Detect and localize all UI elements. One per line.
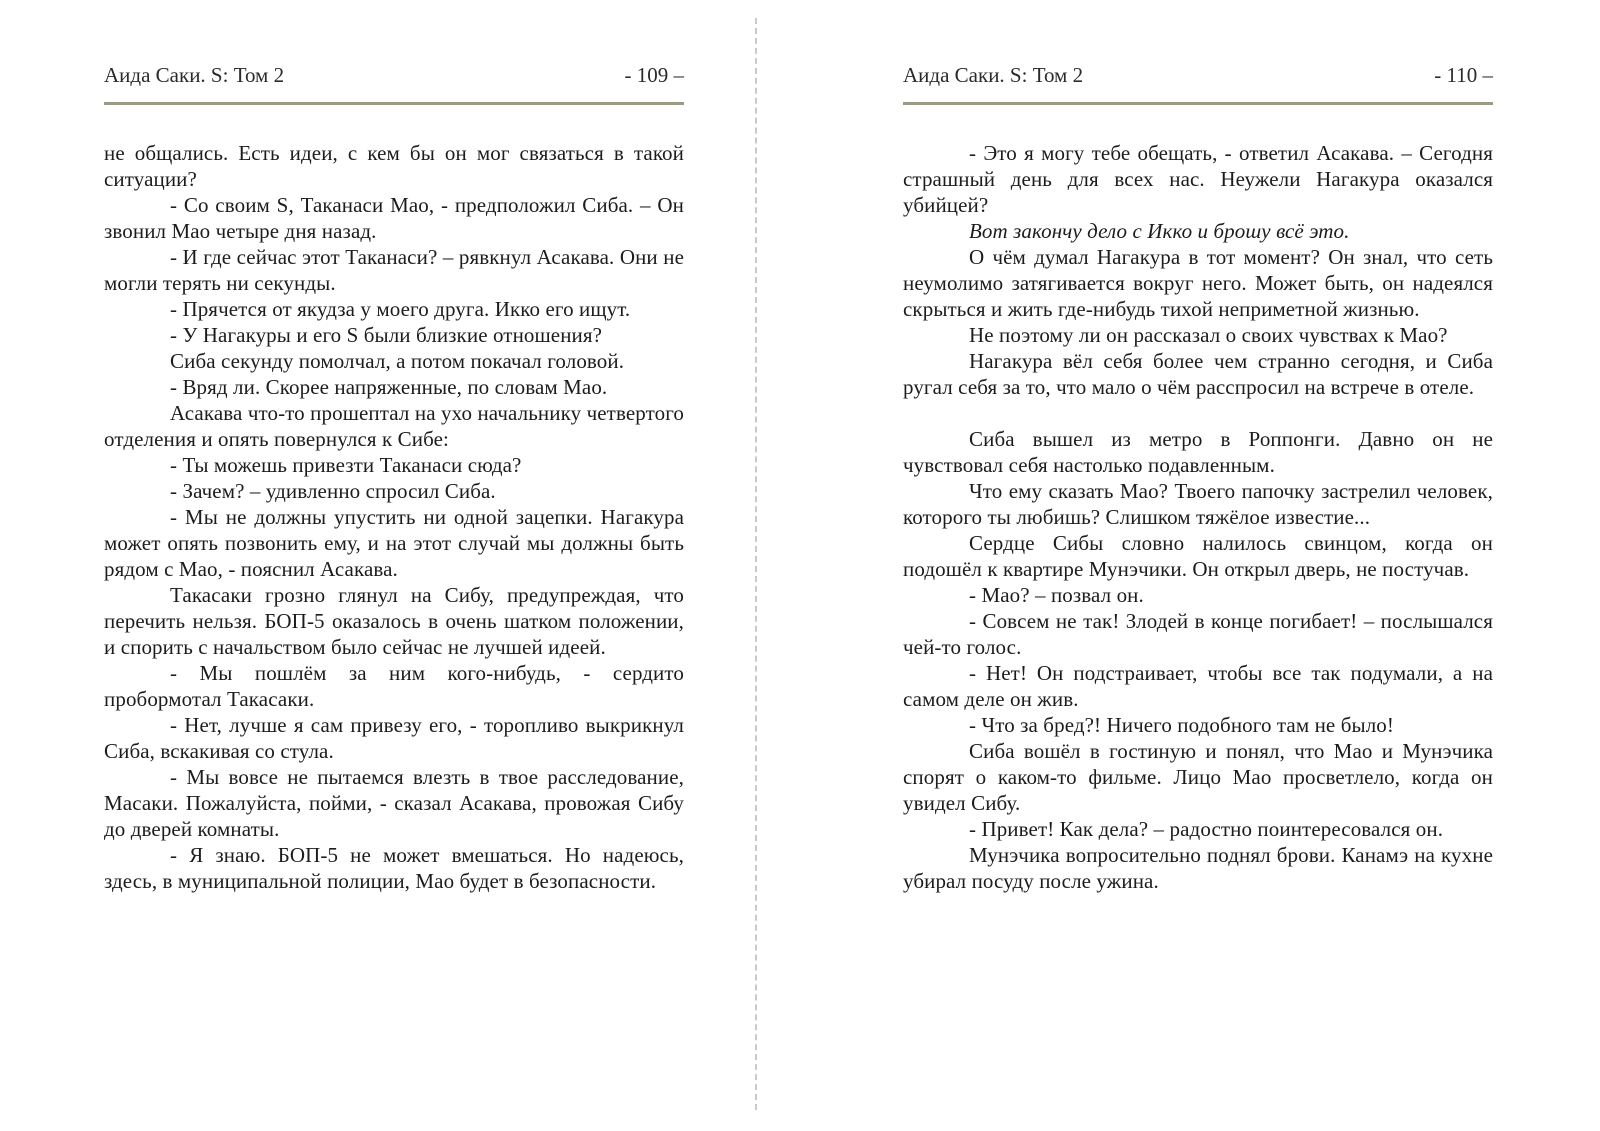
page-header xyxy=(104,62,684,88)
page-fold-divider xyxy=(755,18,757,1110)
paragraph: Такасаки грозно глянул на Сибу, предупреждая, что перечить нельзя. БОП-5 оказалось в очень шатком положении, и спорить с начальством было сейчас не лучшей идеей. xyxy=(104,583,684,659)
page-number: - 109 – xyxy=(624,63,684,87)
paragraph: Сиба вышел из метро в Роппонги. Давно он не чувствовал себя настолько подавленным. xyxy=(903,427,1493,477)
page-body xyxy=(104,140,684,894)
paragraph: - Мы не должны упустить ни одной зацепки. Нагакура может опять позвонить ему, и на этот случай мы должны быть рядом с Мао, - пояснил Асакава. xyxy=(104,505,684,581)
paragraph: - Это я могу тебе обещать, - ответил Асакава. – Сегодня страшный день для всех нас. Неужели Нагакура оказался убийцей? xyxy=(903,141,1493,217)
paragraph: - Со своим S, Таканаси Мао, - предположил Сиба. – Он звонил Мао четыре дня назад. xyxy=(104,193,684,243)
paragraph: - Совсем не так! Злодей в конце погибает! – послышался чей-то голос. xyxy=(903,609,1493,659)
running-title: Аида Саки. S: Том 2 xyxy=(104,63,285,87)
paragraph: Вот закончу дело с Икко и брошу всё это. xyxy=(969,219,1350,243)
paragraph: - Прячется от якудза у моего друга. Икко его ищут. xyxy=(170,297,631,321)
running-title: Аида Саки. S: Том 2 xyxy=(903,63,1084,87)
page-109 xyxy=(104,62,684,894)
paragraph: - Что за бред?! Ничего подобного там не было! xyxy=(969,713,1394,737)
paragraph: О чём думал Нагакура в тот момент? Он знал, что сеть неумолимо затягивается вокруг него. Может быть, он надеялся скрыться и жить где-нибудь тихой неприметной жизнью. xyxy=(903,245,1493,321)
paragraph: - Нет! Он подстраивает, чтобы все так подумали, а на самом деле он жив. xyxy=(903,661,1493,711)
paragraph: Что ему сказать Мао? Твоего папочку застрелил человек, которого ты любишь? Слишком тяжёлое известие... xyxy=(903,479,1493,529)
paragraph: - У Нагакуры и его S были близкие отношения? xyxy=(170,323,603,347)
paragraph: - Мы пошлём за ним кого-нибудь, - сердито пробормотал Такасаки. xyxy=(104,661,684,711)
paragraph: Не поэтому ли он рассказал о своих чувствах к Мао? xyxy=(969,323,1448,347)
paragraph: - Мы вовсе не пытаемся влезть в твое расследование, Масаки. Пожалуйста, пойми, - сказал Асакава, провожая Сибу до дверей комнаты. xyxy=(104,765,684,841)
paragraph: не общались. Есть идеи, с кем бы он мог связаться в такой ситуации? xyxy=(104,141,684,191)
paragraph: Асакава что-то прошептал на ухо начальнику четвертого отделения и опять повернулся к Сибе: xyxy=(104,401,684,451)
paragraph: Сиба вошёл в гостиную и понял, что Мао и Мунэчика спорят о каком-то фильме. Лицо Мао просветлело, когда он увидел Сибу. xyxy=(903,739,1493,815)
paragraph: - Вряд ли. Скорее напряженные, по словам Мао. xyxy=(170,375,608,399)
page-body xyxy=(903,140,1493,894)
paragraph: - Привет! Как дела? – радостно поинтересовался он. xyxy=(969,817,1444,841)
paragraph: Нагакура вёл себя более чем странно сегодня, и Сиба ругал себя за то, что мало о чём расспросил на встрече в отеле. xyxy=(903,349,1493,399)
page-header xyxy=(903,62,1493,88)
paragraph: - Я знаю. БОП-5 не может вмешаться. Но надеюсь, здесь, в муниципальной полиции, Мао будет в безопасности. xyxy=(104,843,684,893)
paragraph: - И где сейчас этот Таканаси? – рявкнул Асакава. Они не могли терять ни секунды. xyxy=(104,245,684,295)
page-number: - 110 – xyxy=(1434,63,1493,87)
paragraph: Сиба секунду помолчал, а потом покачал головой. xyxy=(170,349,625,373)
paragraph: - Ты можешь привезти Таканаси сюда? xyxy=(170,453,522,477)
paragraph: - Зачем? – удивленно спросил Сиба. xyxy=(170,479,496,503)
header-rule xyxy=(903,102,1493,105)
header-rule xyxy=(104,102,684,105)
paragraph: - Нет, лучше я сам привезу его, - торопливо выкрикнул Сиба, вскакивая со стула. xyxy=(104,713,684,763)
paragraph: Мунэчика вопросительно поднял брови. Канамэ на кухне убирал посуду после ужина. xyxy=(903,843,1493,893)
page-110 xyxy=(903,62,1493,894)
paragraph: Сердце Сибы словно налилось свинцом, когда он подошёл к квартире Мунэчики. Он открыл дверь, не постучав. xyxy=(903,531,1493,581)
paragraph: - Мао? – позвал он. xyxy=(969,583,1144,607)
